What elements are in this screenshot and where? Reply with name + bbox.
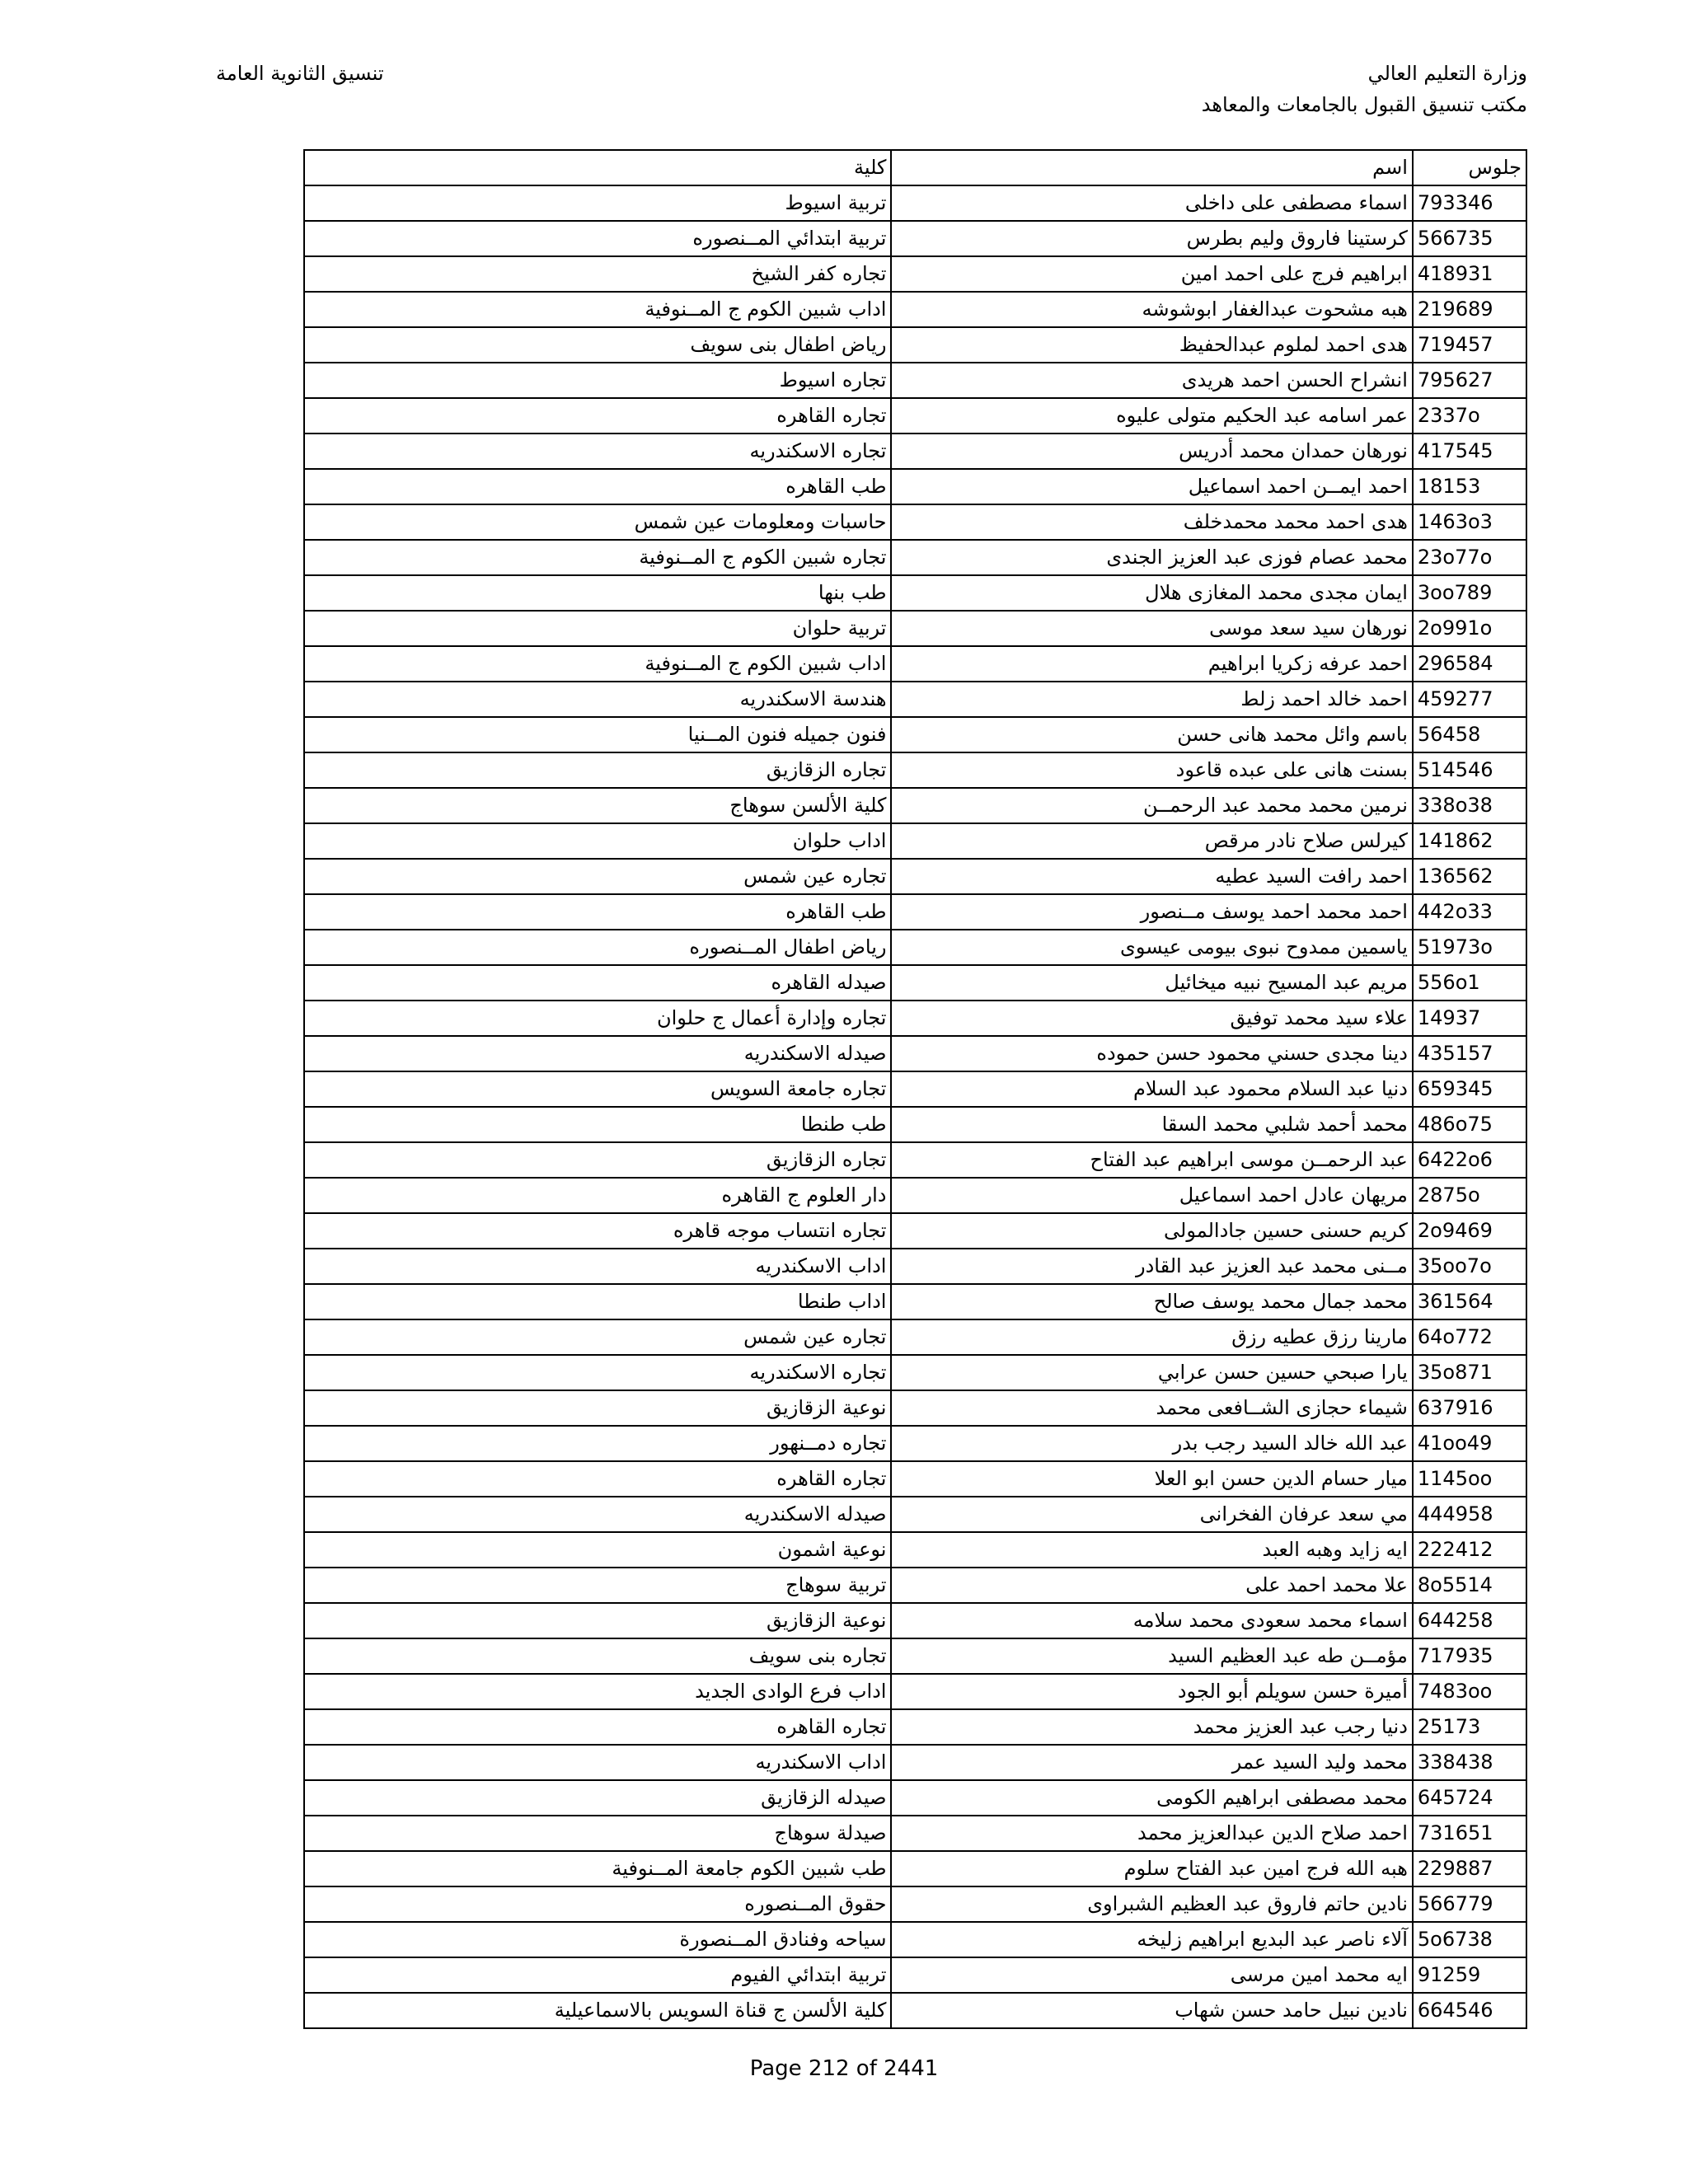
- name-cell: هبه الله فرج امين عبد الفتاح سلوم: [891, 1851, 1412, 1886]
- name-cell: مريهان عادل احمد اسماعيل: [891, 1178, 1412, 1213]
- table-row: [304, 1745, 1526, 1780]
- table-row: [304, 434, 1526, 469]
- seat-number-cell: 6422o6: [1413, 1142, 1526, 1178]
- name-cell: انشراح الحسن احمد هريدى: [891, 363, 1412, 398]
- faculty-cell: اداب الاسكندريه: [304, 1249, 891, 1284]
- seat-number-cell: 556o1: [1413, 965, 1526, 1001]
- seat-number-cell: 442o33: [1413, 894, 1526, 930]
- table-row: [304, 1213, 1526, 1249]
- table-row: [304, 1568, 1526, 1603]
- seat-number-cell: 338438: [1413, 1745, 1526, 1780]
- table-row: [304, 469, 1526, 504]
- name-cell: ياسمين ممدوح نبوى بيومى عيسوى: [891, 930, 1412, 965]
- table-row: [304, 823, 1526, 859]
- name-cell: هدى احمد لملوم عبدالحفيظ: [891, 327, 1412, 363]
- seat-number-cell: 8o5514: [1413, 1568, 1526, 1603]
- faculty-cell: طب بنها: [304, 575, 891, 611]
- faculty-cell: رياض اطفال المــنصوره: [304, 930, 891, 965]
- table-row: [304, 1107, 1526, 1142]
- table-row: [304, 1957, 1526, 1993]
- name-cell: كيرلس صلاح نادر مرقص: [891, 823, 1412, 859]
- table-row: [304, 1709, 1526, 1745]
- name-cell: كريم حسنى حسين جادالمولى: [891, 1213, 1412, 1249]
- faculty-cell: تجاره عين شمس: [304, 859, 891, 894]
- faculty-cell: صيدلة سوهاج: [304, 1816, 891, 1851]
- name-cell: ايه محمد امين مرسى: [891, 1957, 1412, 1993]
- table-row: [304, 894, 1526, 930]
- seat-number-cell: 296584: [1413, 646, 1526, 682]
- name-cell: دينا مجدى حسني محمود حسن حموده: [891, 1036, 1412, 1071]
- table-row: [304, 965, 1526, 1001]
- seat-number-cell: 14937: [1413, 1001, 1526, 1036]
- name-cell: نورهان حمدان محمد أدريس: [891, 434, 1412, 469]
- name-cell: مارينا رزق عطيه رزق: [891, 1319, 1412, 1355]
- section-title: تنسيق الثانوية العامة: [216, 62, 384, 85]
- faculty-cell: تجاره القاهره: [304, 1709, 891, 1745]
- seat-number-cell: 1145oo: [1413, 1461, 1526, 1497]
- faculty-cell: تجاره الاسكندريه: [304, 434, 891, 469]
- name-cell: احمد محمد احمد يوسف مــنصور: [891, 894, 1412, 930]
- faculty-cell: تربية سوهاج: [304, 1568, 891, 1603]
- faculty-cell: صيدله الاسكندريه: [304, 1036, 891, 1071]
- seat-number-cell: 3oo789: [1413, 575, 1526, 611]
- name-cell: احمد خالد احمد زلط: [891, 682, 1412, 717]
- name-cell: دنيا رجب عبد العزيز محمد: [891, 1709, 1412, 1745]
- column-header-seat: جلوس: [1413, 150, 1526, 185]
- faculty-cell: تربية ابتدائي المــنصوره: [304, 221, 891, 256]
- table-row: [304, 1780, 1526, 1816]
- seat-number-cell: 64o772: [1413, 1319, 1526, 1355]
- name-cell: محمد جمال محمد يوسف صالح: [891, 1284, 1412, 1319]
- table-row: [304, 221, 1526, 256]
- name-cell: مؤمــن طه عبد العظيم السيد: [891, 1638, 1412, 1674]
- seat-number-cell: 717935: [1413, 1638, 1526, 1674]
- name-cell: محمد مصطفى ابراهيم الكومى: [891, 1780, 1412, 1816]
- name-cell: عمر اسامه عبد الحكيم متولى عليوه: [891, 398, 1412, 434]
- name-cell: نرمين محمد محمد عبد الرحمــن: [891, 788, 1412, 823]
- name-cell: علاء سيد محمد توفيق: [891, 1001, 1412, 1036]
- name-cell: أميرة حسن سويلم أبو الجود: [891, 1674, 1412, 1709]
- table-row: [304, 752, 1526, 788]
- table-row: [304, 1142, 1526, 1178]
- seat-number-cell: 566779: [1413, 1886, 1526, 1922]
- seat-number-cell: 219689: [1413, 292, 1526, 327]
- name-cell: عبد الرحمــن موسى ابراهيم عبد الفتاح: [891, 1142, 1412, 1178]
- name-cell: هدى احمد محمد محمدخلف: [891, 504, 1412, 540]
- name-cell: عبد الله خالد السيد رجب بدر: [891, 1426, 1412, 1461]
- table-row: [304, 185, 1526, 221]
- seat-number-cell: 435157: [1413, 1036, 1526, 1071]
- name-cell: محمد وليد السيد عمر: [891, 1745, 1412, 1780]
- seat-number-cell: 23o77o: [1413, 540, 1526, 575]
- ministry-title: وزارة التعليم العالي: [1367, 62, 1527, 85]
- faculty-cell: تجاره انتساب موجه قاهره: [304, 1213, 891, 1249]
- faculty-cell: اداب شبين الكوم ج المــنوفية: [304, 292, 891, 327]
- seat-number-cell: 35o871: [1413, 1355, 1526, 1390]
- faculty-cell: نوعية اشمون: [304, 1532, 891, 1568]
- name-cell: كرستينا فاروق وليم بطرس: [891, 221, 1412, 256]
- name-cell: مي سعد عرفان الفخرانى: [891, 1497, 1412, 1532]
- faculty-cell: كلية الألسن سوهاج: [304, 788, 891, 823]
- faculty-cell: تجاره الاسكندريه: [304, 1355, 891, 1390]
- faculty-cell: اداب فرع الوادى الجديد: [304, 1674, 891, 1709]
- faculty-cell: هندسة الاسكندريه: [304, 682, 891, 717]
- table-row: [304, 363, 1526, 398]
- faculty-cell: اداب طنطا: [304, 1284, 891, 1319]
- seat-number-cell: 664546: [1413, 1993, 1526, 2028]
- seat-number-cell: 719457: [1413, 327, 1526, 363]
- name-cell: اسماء محمد سعودى محمد سلامه: [891, 1603, 1412, 1638]
- office-title: مكتب تنسيق القبول بالجامعات والمعاهد: [1201, 93, 1527, 116]
- table-row: [304, 1036, 1526, 1071]
- seat-number-cell: 41oo49: [1413, 1426, 1526, 1461]
- faculty-cell: طب طنطا: [304, 1107, 891, 1142]
- seat-number-cell: 659345: [1413, 1071, 1526, 1107]
- faculty-cell: طب شبين الكوم جامعة المــنوفية: [304, 1851, 891, 1886]
- table-row: [304, 1816, 1526, 1851]
- faculty-cell: اداب الاسكندريه: [304, 1745, 891, 1780]
- faculty-cell: اداب شبين الكوم ج المــنوفية: [304, 646, 891, 682]
- name-cell: اسماء مصطفى على داخلى: [891, 185, 1412, 221]
- name-cell: نادين حاتم فاروق عبد العظيم الشبراوى: [891, 1886, 1412, 1922]
- name-cell: مــنى محمد عبد العزيز عبد القادر: [891, 1249, 1412, 1284]
- faculty-cell: كلية الألسن ج قناة السويس بالاسماعيلية: [304, 1993, 891, 2028]
- table-row: [304, 717, 1526, 752]
- faculty-cell: تجاره وإدارة أعمال ج حلوان: [304, 1001, 891, 1036]
- seat-number-cell: 56458: [1413, 717, 1526, 752]
- faculty-cell: تجاره شبين الكوم ج المــنوفية: [304, 540, 891, 575]
- seat-number-cell: 18153: [1413, 469, 1526, 504]
- faculty-cell: تجاره بنى سويف: [304, 1638, 891, 1674]
- faculty-cell: تجاره القاهره: [304, 1461, 891, 1497]
- table-row: [304, 788, 1526, 823]
- table-row: [304, 930, 1526, 965]
- name-cell: هبه مشحوت عبدالغفار ابوشوشه: [891, 292, 1412, 327]
- seat-number-cell: 141862: [1413, 823, 1526, 859]
- name-cell: مريم عبد المسيح نبيه ميخائيل: [891, 965, 1412, 1001]
- faculty-cell: سياحه وفنادق المــنصورة: [304, 1922, 891, 1957]
- faculty-cell: رياض اطفال بنى سويف: [304, 327, 891, 363]
- faculty-cell: دار العلوم ج القاهره: [304, 1178, 891, 1213]
- table-row: [304, 256, 1526, 292]
- table-row: [304, 1851, 1526, 1886]
- table-row: [304, 1532, 1526, 1568]
- faculty-cell: صيدله الاسكندريه: [304, 1497, 891, 1532]
- table-row: [304, 540, 1526, 575]
- table-row: [304, 1249, 1526, 1284]
- name-cell: نادين نبيل حامد حسن شهاب: [891, 1993, 1412, 2028]
- table-row: [304, 1319, 1526, 1355]
- seat-number-cell: 418931: [1413, 256, 1526, 292]
- faculty-cell: طب القاهره: [304, 469, 891, 504]
- table-row: [304, 1993, 1526, 2028]
- name-cell: يارا صبحي حسين حسن عرابي: [891, 1355, 1412, 1390]
- faculty-cell: تربية ابتدائي الفيوم: [304, 1957, 891, 1993]
- seat-number-cell: 2875o: [1413, 1178, 1526, 1213]
- faculty-cell: صيدله الزقازيق: [304, 1780, 891, 1816]
- faculty-cell: تجاره جامعة السويس: [304, 1071, 891, 1107]
- seat-number-cell: 514546: [1413, 752, 1526, 788]
- faculty-cell: اداب حلوان: [304, 823, 891, 859]
- seat-number-cell: 645724: [1413, 1780, 1526, 1816]
- table-row: [304, 1674, 1526, 1709]
- table-row: [304, 1603, 1526, 1638]
- table-row: [304, 1426, 1526, 1461]
- seat-number-cell: 795627: [1413, 363, 1526, 398]
- table-body: [304, 185, 1526, 2028]
- table-row: [304, 646, 1526, 682]
- faculty-cell: تربية حلوان: [304, 611, 891, 646]
- table-row: [304, 504, 1526, 540]
- table-row: [304, 682, 1526, 717]
- faculty-cell: حاسبات ومعلومات عين شمس: [304, 504, 891, 540]
- results-table: [303, 149, 1527, 2029]
- faculty-cell: تجاره دمــنهور: [304, 1426, 891, 1461]
- faculty-cell: صيدله القاهره: [304, 965, 891, 1001]
- seat-number-cell: 91259: [1413, 1957, 1526, 1993]
- seat-number-cell: 637916: [1413, 1390, 1526, 1426]
- name-cell: ايمان مجدى محمد المغازى هلال: [891, 575, 1412, 611]
- faculty-cell: تجاره اسيوط: [304, 363, 891, 398]
- faculty-cell: حقوق المــنصوره: [304, 1886, 891, 1922]
- name-cell: ايه زايد وهبه العبد: [891, 1532, 1412, 1568]
- column-header-faculty: كلية: [304, 150, 891, 185]
- seat-number-cell: 338o38: [1413, 788, 1526, 823]
- table-row: [304, 1886, 1526, 1922]
- table-row: [304, 1638, 1526, 1674]
- table-row: [304, 1461, 1526, 1497]
- seat-number-cell: 486o75: [1413, 1107, 1526, 1142]
- table-row: [304, 327, 1526, 363]
- seat-number-cell: 793346: [1413, 185, 1526, 221]
- name-cell: احمد صلاح الدين عبدالعزيز محمد: [891, 1816, 1412, 1851]
- table-row: [304, 1071, 1526, 1107]
- faculty-cell: تربية اسيوط: [304, 185, 891, 221]
- seat-number-cell: 35oo7o: [1413, 1249, 1526, 1284]
- table-row: [304, 1922, 1526, 1957]
- table-row: [304, 859, 1526, 894]
- table-row: [304, 1178, 1526, 1213]
- name-cell: شيماء حجازى الشــافعى محمد: [891, 1390, 1412, 1426]
- table-row: [304, 1284, 1526, 1319]
- name-cell: ابراهيم فرج على احمد امين: [891, 256, 1412, 292]
- name-cell: محمد أحمد شلبي محمد السقا: [891, 1107, 1412, 1142]
- page-header-right: [1202, 58, 1527, 120]
- seat-number-cell: 2o9469: [1413, 1213, 1526, 1249]
- seat-number-cell: 5o6738: [1413, 1922, 1526, 1957]
- faculty-cell: تجاره كفر الشيخ: [304, 256, 891, 292]
- name-cell: نورهان سيد سعد موسى: [891, 611, 1412, 646]
- table-header-row: [304, 150, 1526, 185]
- faculty-cell: تجاره عين شمس: [304, 1319, 891, 1355]
- name-cell: احمد ايمــن احمد اسماعيل: [891, 469, 1412, 504]
- seat-number-cell: 2o991o: [1413, 611, 1526, 646]
- seat-number-cell: 566735: [1413, 221, 1526, 256]
- table-row: [304, 1390, 1526, 1426]
- name-cell: ميار حسام الدين حسن ابو العلا: [891, 1461, 1412, 1497]
- seat-number-cell: 1463o3: [1413, 504, 1526, 540]
- table-row: [304, 1355, 1526, 1390]
- seat-number-cell: 361564: [1413, 1284, 1526, 1319]
- faculty-cell: نوعية الزقازيق: [304, 1603, 891, 1638]
- seat-number-cell: 229887: [1413, 1851, 1526, 1886]
- seat-number-cell: 136562: [1413, 859, 1526, 894]
- seat-number-cell: 222412: [1413, 1532, 1526, 1568]
- table-row: [304, 1001, 1526, 1036]
- faculty-cell: تجاره القاهره: [304, 398, 891, 434]
- name-cell: علا محمد احمد على: [891, 1568, 1412, 1603]
- page-number: Page 212 of 2441: [749, 2056, 939, 2081]
- seat-number-cell: 51973o: [1413, 930, 1526, 965]
- seat-number-cell: 731651: [1413, 1816, 1526, 1851]
- seat-number-cell: 417545: [1413, 434, 1526, 469]
- faculty-cell: فنون جميله فنون المــنيا: [304, 717, 891, 752]
- seat-number-cell: 644258: [1413, 1603, 1526, 1638]
- name-cell: بسنت هانى على عبده قاعود: [891, 752, 1412, 788]
- seat-number-cell: 459277: [1413, 682, 1526, 717]
- seat-number-cell: 444958: [1413, 1497, 1526, 1532]
- table-row: [304, 1497, 1526, 1532]
- faculty-cell: تجاره الزقازيق: [304, 752, 891, 788]
- table-row: [304, 398, 1526, 434]
- name-cell: باسم وائل محمد هانى حسن: [891, 717, 1412, 752]
- seat-number-cell: 2337o: [1413, 398, 1526, 434]
- faculty-cell: نوعية الزقازيق: [304, 1390, 891, 1426]
- name-cell: دنيا عبد السلام محمود عبد السلام: [891, 1071, 1412, 1107]
- seat-number-cell: 7483oo: [1413, 1674, 1526, 1709]
- table-row: [304, 611, 1526, 646]
- faculty-cell: طب القاهره: [304, 894, 891, 930]
- name-cell: احمد عرفه زكريا ابراهيم: [891, 646, 1412, 682]
- table-row: [304, 292, 1526, 327]
- name-cell: محمد عصام فوزى عبد العزيز الجندى: [891, 540, 1412, 575]
- name-cell: احمد رافت السيد عطيه: [891, 859, 1412, 894]
- column-header-name: اسم: [891, 150, 1412, 185]
- faculty-cell: تجاره الزقازيق: [304, 1142, 891, 1178]
- name-cell: آلاء ناصر عبد البديع ابراهيم زليخه: [891, 1922, 1412, 1957]
- table-row: [304, 575, 1526, 611]
- seat-number-cell: 25173: [1413, 1709, 1526, 1745]
